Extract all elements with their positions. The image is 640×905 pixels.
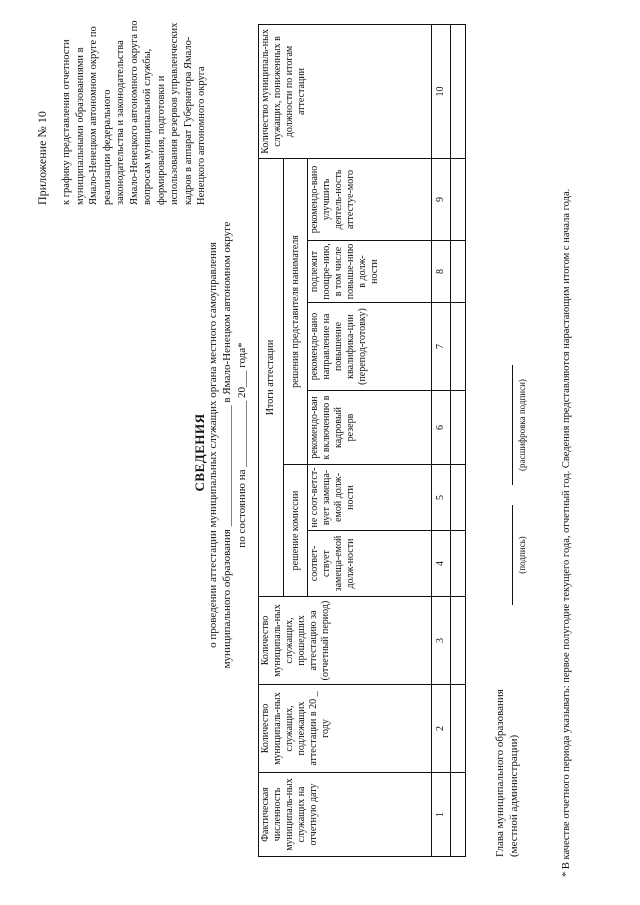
empty-cell (451, 685, 466, 773)
signatory-role (493, 689, 521, 857)
empty-cell (451, 597, 466, 685)
attestation-table (258, 24, 466, 857)
signatory-role-line: Глава муниципального образования (494, 689, 506, 857)
empty-cell (451, 241, 466, 303)
header-results: Итоги аттестации (259, 158, 284, 596)
column-number: 1 (432, 773, 451, 857)
header-improve: рекомендо-вано улучшить деятель-ность аттестуе-мого (308, 158, 432, 240)
footnote: * В качестве отчетного периода указывать: первое полугодие текущего года, отчетный год. Сведения представляются нарастающим итогом с начала года. (561, 188, 572, 877)
empty-cell (451, 531, 466, 597)
column-number: 2 (432, 685, 451, 773)
header-commission-decision: решение комиссии (283, 465, 308, 597)
empty-cell (451, 158, 466, 240)
document-title: СВЕДЕНИЯ (192, 413, 207, 492)
header-corresponds: соответ-ствует замеща-емой долж-ности (308, 531, 432, 597)
signature-decode-caption: (расшифровка подписи) (517, 379, 527, 471)
table-header-row (259, 24, 284, 856)
header-promotion: подлежит поощре-нию, в том числе повыше-нию в долж-ности (308, 241, 432, 303)
date-line: по состоянию на ____________ 20___ года* (236, 342, 248, 548)
header-subject-count: Количество муниципаль-ных служащих, подлежащих аттестации в 20 _ году (259, 685, 432, 773)
appendix-text: к графику представления отчетности муниципальными образованиями в Ямало-Ненецком автономном округе по реализации федерального законодательства и законодательства Ямало-Ненецкого автономного округа по вопросам муниципальной службы, формирования, подготовки и использования резервов управленческих кадров в аппарат Губернатора Ямало-Ненецкого автономного округа (61, 20, 207, 205)
column-number: 10 (432, 24, 451, 158)
column-number: 7 (432, 303, 451, 391)
empty-cell (451, 773, 466, 857)
column-number: 9 (432, 158, 451, 240)
empty-cell (451, 24, 466, 158)
header-passed-count: Количество муниципаль-ных служащих, прошедших аттестацию за (отчетный период) (259, 597, 432, 685)
table-number-row (432, 24, 451, 856)
signature-caption: (подпись) (517, 536, 527, 574)
column-number: 8 (432, 241, 451, 303)
column-number: 4 (432, 531, 451, 597)
header-reserve: рекомендо-ван к включению в кадровый резерв (308, 391, 432, 465)
header-not-corresponds: не соот-ветст-вует замеща-емой долж-ности (308, 465, 432, 531)
header-demoted-count: Количество муниципаль-ных служащих, пониженных в должности по итогам аттестации (259, 24, 432, 158)
column-number: 6 (432, 391, 451, 465)
table-empty-row (451, 24, 466, 856)
signatory-role-line: (местной администрации) (508, 734, 520, 857)
header-employer-decision: решения представителя нанимателя (283, 158, 308, 464)
header-training: рекомендо-вано направление на повышение квалифика-ции (перепод-готовку) (308, 303, 432, 391)
appendix-title: Приложение № 10 (35, 111, 49, 205)
empty-cell (451, 391, 466, 465)
signature-line (512, 505, 513, 605)
signature-decode-line (512, 365, 513, 485)
header-actual-count: Фактическая численность муниципаль-ных служащих на отчетную дату (259, 773, 432, 857)
empty-cell (451, 465, 466, 531)
column-number: 3 (432, 597, 451, 685)
municipality-line: муниципального образования ______________________ в Ямало-Ненецком автономном округе (221, 221, 233, 669)
document-subtitle: о проведении аттестации муниципальных служащих органа местного самоуправления (207, 242, 219, 648)
column-number: 5 (432, 465, 451, 531)
empty-cell (451, 303, 466, 391)
